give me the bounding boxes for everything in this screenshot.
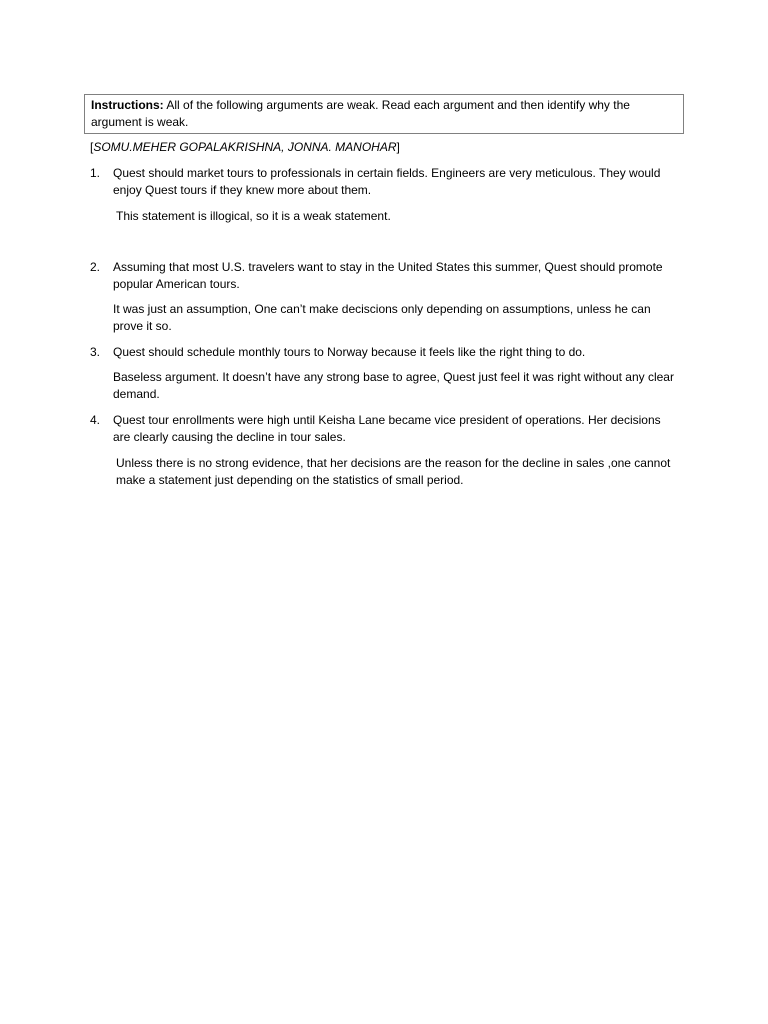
item-number: 3. [90,345,101,359]
authors-open-bracket: [ [90,140,94,154]
item-answer: Baseless argument. It doesn’t have any strong base to agree, Quest just feel it was right without any clear demand. [113,370,674,401]
authors-names: SOMU.MEHER GOPALAKRISHNA, JONNA. MANOHAR [93,140,397,154]
list-item [90,259,680,293]
item-question: Quest should schedule monthly tours to Norway because it feels like the right thing to do. [113,345,586,359]
item-question: Assuming that most U.S. travelers want to stay in the United States this summer, Quest should promote popular American tours. [113,260,663,291]
instructions-text: All of the following arguments are weak. Read each argument and then identify why the argument is weak. [91,98,630,129]
item-answer: Unless there is no strong evidence, that her decisions are the reason for the decline in sales ,one cannot make a statement just depending on the statistics of small period. [116,456,671,487]
list-item [90,412,680,446]
item-question: Quest tour enrollments were high until Keisha Lane became vice president of operations. Her decisions are clearly causing the decline in tour sales. [113,413,661,444]
item-number: 4. [90,413,101,427]
authors-close-bracket: ] [396,140,400,154]
instructions-box [84,94,684,134]
item-answer: This statement is illogical, so it is a weak statement. [116,209,391,223]
list-item [90,344,680,361]
item-number: 1. [90,166,101,180]
authors-line [90,139,400,156]
instructions-label: Instructions: [91,98,164,112]
item-question: Quest should market tours to professionals in certain fields. Engineers are very meticulous. They would enjoy Quest tours if they knew more about them. [113,166,661,197]
item-number: 2. [90,260,101,274]
list-item [90,165,680,199]
item-answer: It was just an assumption, One can’t make deciscions only depending on assumptions, unless he can prove it so. [113,302,651,333]
